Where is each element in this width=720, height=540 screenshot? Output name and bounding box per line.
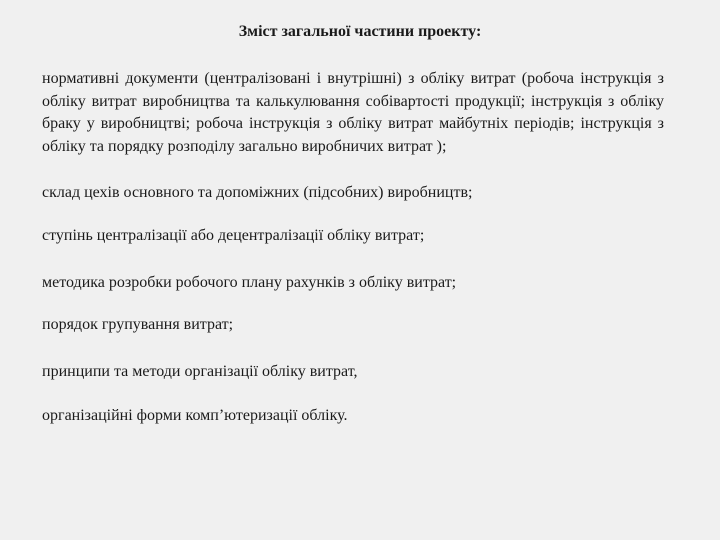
paragraph-principles-methods: принципи та методи організації обліку витрат, <box>42 362 358 380</box>
content-list <box>42 68 664 428</box>
paragraph-cost-grouping: порядок групування витрат; <box>42 316 234 334</box>
paragraph-chart-of-accounts: методика розробки робочого плану рахунків з обліку витрат; <box>42 273 457 291</box>
paragraph-centralization-degree: ступінь централізації або децентралізації обліку витрат; <box>42 226 425 244</box>
paragraph-normative-documents: нормативні документи (централізовані і внутрішні) з обліку витрат (робоча інструкція з обліку витрат виробництва та калькулювання собівартості продукції; інструкція з обліку браку у виробництві; робоча інструкція з обліку витрат майбутніх періодів; інструкція з обліку та порядку розподілу загально виробничих витрат ); <box>42 70 664 155</box>
slide-title: Зміст загальної частини проекту: <box>238 23 482 40</box>
paragraph-computerization-forms: організаційні форми комп’ютеризації обліку. <box>42 407 348 425</box>
paragraph-workshop-composition: склад цехів основного та допоміжних (підсобних) виробництв; <box>42 184 473 202</box>
